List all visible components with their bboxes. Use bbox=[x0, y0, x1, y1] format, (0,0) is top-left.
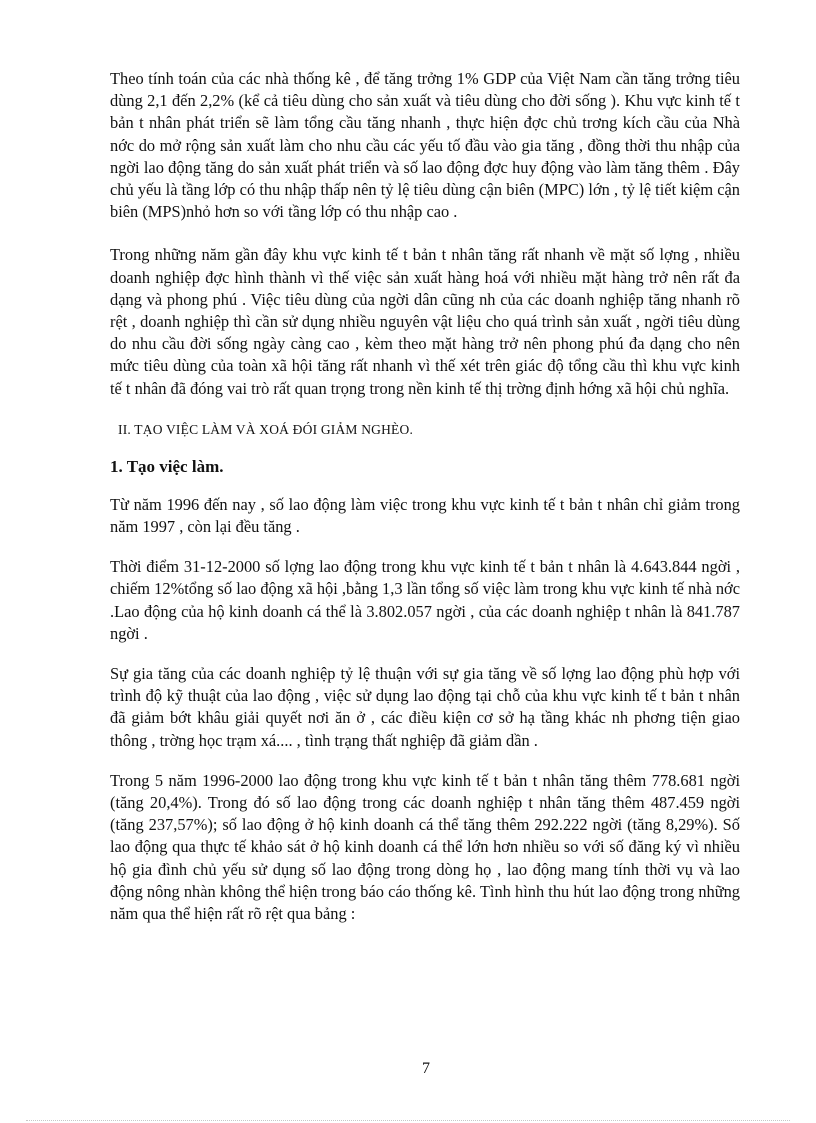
paragraph-consumption-growth: Theo tính toán của các nhà thống kê , để tăng trởng 1% GDP của Việt Nam cần tăng trởng tiêu dùng 2,1 đến 2,2% (kể cả tiêu dùng cho sản xuất và tiêu dùng cho đời sống ). Khu vực kinh tế t bản t nhân phát triển sẽ làm tổng cầu tăng nhanh , thực hiện đợc chủ trơng kích cầu của Nhà nớc do mở rộng sản xuất làm cho nhu cầu các yếu tố đầu vào gia tăng , đồng thời thu nhập của ngời lao động tăng do sản xuất phát triển và số lao động đợc huy động vào làm tăng thêm . Đây chủ yếu là tầng lớp có thu nhập thấp nên tỷ lệ tiêu dùng cận biên (MPC) lớn , tỷ lệ tiết kiệm cận biên (MPS)nhỏ hơn so với tầng lớp có thu nhập cao . bbox=[110, 69, 740, 222]
page-number: 7 bbox=[422, 1060, 430, 1077]
page-content bbox=[110, 68, 740, 945]
paragraph-employment-2000: Thời điểm 31-12-2000 số lợng lao động trong khu vực kinh tế t bản t nhân là 4.643.844 ngời , chiếm 12%tổng số lao động xã hội ,bằng 1,3 lần tổng số việc làm trong khu vực kinh tế nhà nớc .Lao động của hộ kinh doanh cá thể là 3.802.057 ngời , của các doanh nghiệp t nhân là 841.787 ngời . bbox=[110, 557, 740, 643]
footer-divider bbox=[26, 1120, 790, 1121]
paragraph-enterprise-growth: Sự gia tăng của các doanh nghiệp tỷ lệ thuận với sự gia tăng về số lợng lao động phù hợp với trình độ kỹ thuật của lao động , việc sử dụng lao động tại chỗ của khu vực kinh tế t bản t nhân đã giảm bớt khâu giải quyết nơi ăn ở , các điều kiện cơ sở hạ tầng khác nh phơng tiện giao thông , trờng học trạm xá.... , tình trạng thất nghiệp đã giảm dần . bbox=[110, 664, 740, 750]
paragraph-private-sector-demand: Trong những năm gần đây khu vực kinh tế t bản t nhân tăng rất nhanh về mặt số lợng , nhiều doanh nghiệp đợc hình thành vì thế việc sản xuất hàng hoá với nhiều mặt hàng trở nên rất đa dạng và phong phú . Việc tiêu dùng của ngời dân cũng nh của các doanh nghiệp tăng nhanh rõ rệt , doanh nghiệp thì cần sử dụng nhiều nguyên vật liệu cho quá trình sản xuất , ngời tiêu dùng do nhu cầu đời sống ngày càng cao , kèm theo mặt hàng trở nên phong phú đa dạng cho nên mức tiêu dùng của toàn xã hội tăng rất nhanh vì thế xét trên giác độ tổng cầu thì khu vực kinh tế t nhân đã đóng vai trò rất quan trọng trong nền kinh tế thị trờng định hớng xã hội chủ nghĩa. bbox=[110, 245, 740, 398]
section-heading: II. TẠO VIỆC LÀM VÀ XOÁ ĐÓI GIẢM NGHÈO. bbox=[118, 421, 414, 437]
paragraph-labor-1996-2000: Trong 5 năm 1996-2000 lao động trong khu vực kinh tế t bản t nhân tăng thêm 778.681 ngời (tăng 20,4%). Trong đó số lao động trong các doanh nghiệp t nhân tăng thêm 487.459 ngời (tăng 237,57%); số lao động ở hộ kinh doanh cá thể tăng thêm 292.222 ngời (tăng 8,29%). Số lao động qua thực tế khảo sát ở hộ kinh doanh cá thể lớn hơn nhiều so với số đăng ký vì nhiều hộ gia đình chủ yếu sử dụng số lao động trong dòng họ , lao động mang tính thời vụ và lao động nông nhàn không thể hiện trong báo cáo thống kê. Tình hình thu hút lao động trong những năm qua thể hiện rất rõ rệt qua bảng : bbox=[110, 770, 740, 924]
subsection-heading: 1. Tạo việc làm. bbox=[110, 456, 224, 476]
paragraph-employment-trend: Từ năm 1996 đến nay , số lao động làm việc trong khu vực kinh tế t bản t nhân chỉ giảm trong năm 1997 , còn lại đều tăng . bbox=[110, 494, 740, 537]
